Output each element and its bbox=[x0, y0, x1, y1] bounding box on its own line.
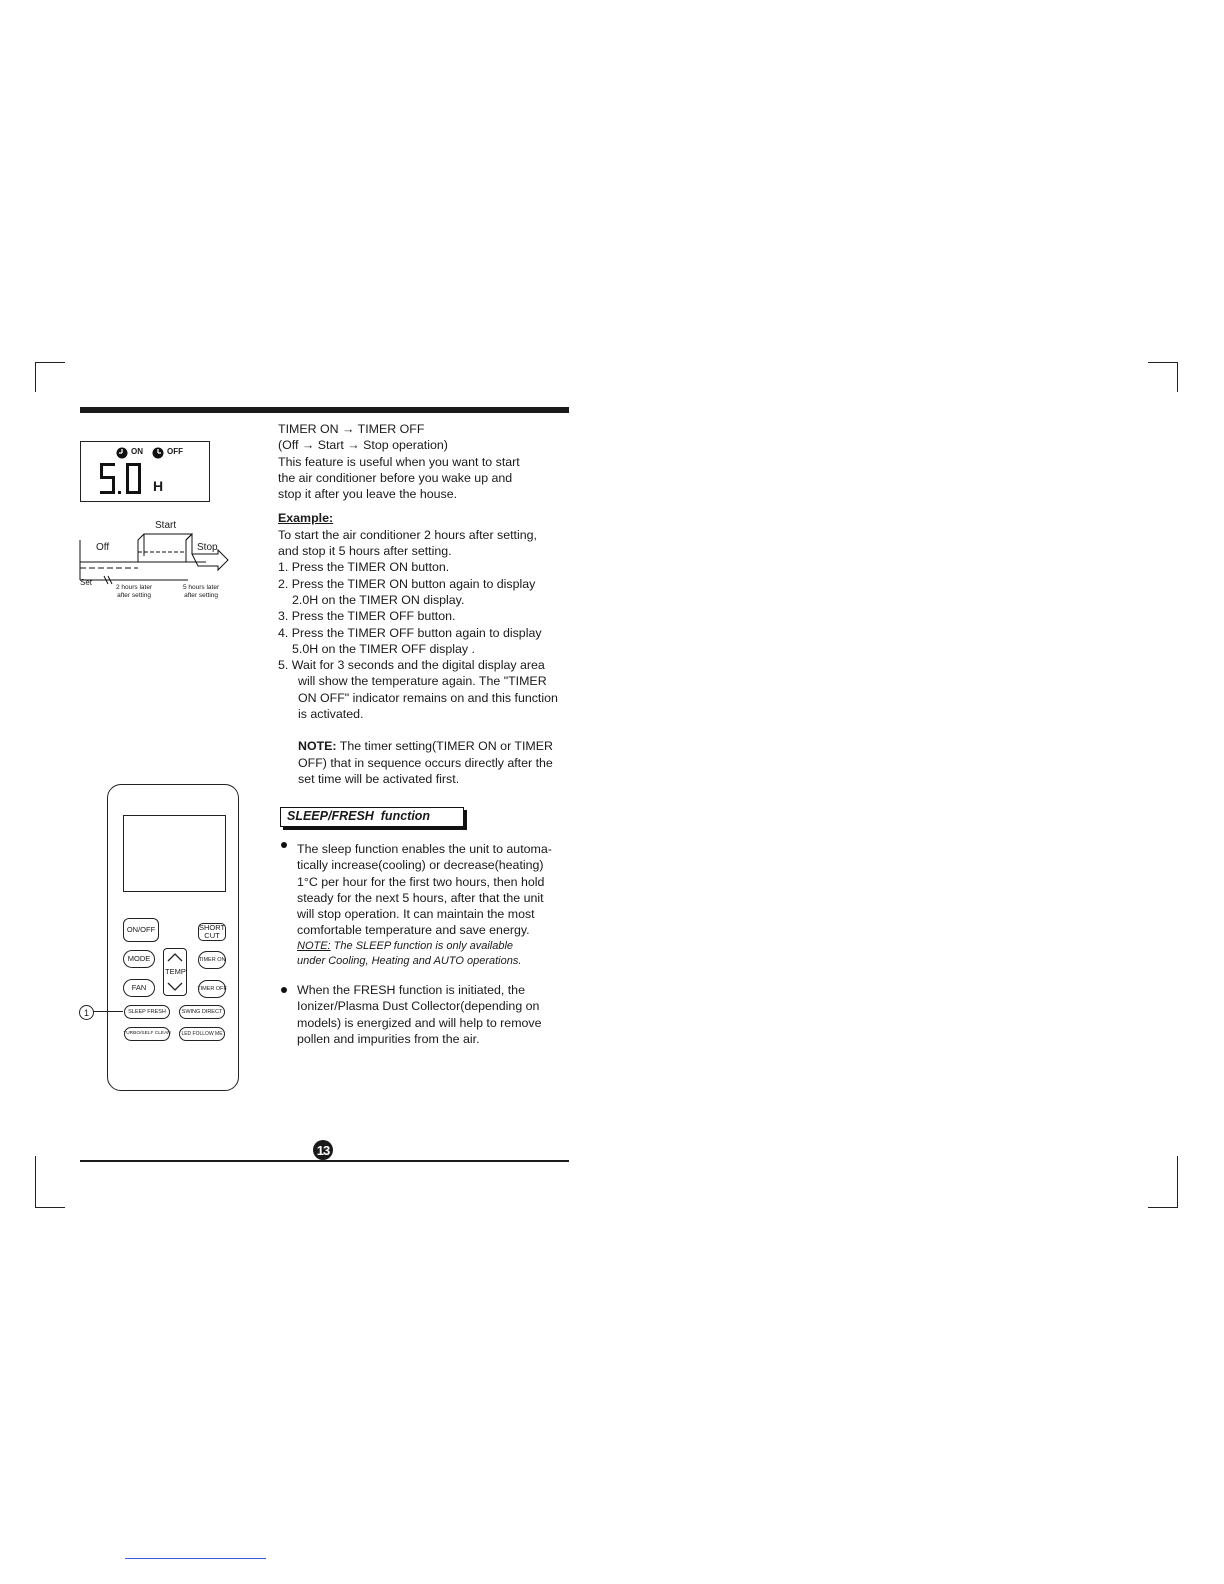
crop-mark-tl-v bbox=[35, 362, 36, 392]
sleep-bullet-line: tically increase(cooling) or decrease(heating) bbox=[297, 858, 544, 873]
fresh-bullet-line: When the FRESH function is initiated, the bbox=[297, 983, 525, 997]
footer-rule bbox=[80, 1160, 569, 1162]
mode-button[interactable]: MODE bbox=[123, 950, 155, 968]
timeline-two-hours-label bbox=[116, 584, 152, 599]
fan-button[interactable]: FAN bbox=[123, 979, 155, 997]
sleep-fresh-title-box bbox=[280, 807, 464, 827]
step-line: 1. Press the TIMER ON button. bbox=[278, 560, 450, 575]
timeline-stop-label: Stop bbox=[197, 542, 218, 553]
example-line: To start the air conditioner 2 hours after setting, bbox=[278, 527, 537, 542]
crop-mark-br-h bbox=[1148, 1207, 1178, 1208]
fresh-bullet bbox=[278, 982, 578, 1047]
timer-heading-line2: (Off → Start → Stop operation) bbox=[278, 438, 448, 453]
timer-heading-line1: TIMER ON → TIMER OFF bbox=[278, 422, 425, 436]
callout-circle bbox=[79, 1005, 94, 1020]
page-number: 13 bbox=[316, 1142, 330, 1158]
crop-mark-bl-h bbox=[35, 1207, 65, 1208]
bullet-icon bbox=[281, 842, 287, 848]
timeline-set-label: Set bbox=[80, 578, 93, 587]
crop-mark-br-v bbox=[1177, 1156, 1178, 1208]
chevron-down-icon bbox=[168, 983, 182, 990]
step-line: 5. Wait for 3 seconds and the digital display area bbox=[278, 658, 545, 673]
lcd-unit: H bbox=[153, 478, 164, 494]
sleep-fresh-title: SLEEP/FRESH function bbox=[287, 809, 431, 823]
crop-mark-bl-v bbox=[35, 1156, 36, 1208]
short-cut-button[interactable] bbox=[198, 923, 226, 941]
led-follow-me-button[interactable]: LED FOLLOW ME bbox=[179, 1027, 225, 1041]
timer-intro-line: the air conditioner before you wake up and bbox=[278, 470, 513, 485]
sleep-note bbox=[297, 939, 578, 954]
timeline-five-hours-line2: after setting bbox=[184, 591, 219, 599]
sleep-bullet-line: 1°C per hour for the first two hours, then hold bbox=[297, 874, 545, 889]
sleep-bullet-line: The sleep function enables the unit to automa- bbox=[297, 842, 552, 856]
timer-note bbox=[278, 738, 578, 754]
step-line: 2.0H on the TIMER ON display. bbox=[292, 592, 465, 607]
fresh-bullet-line: models) is energized and will help to remove bbox=[297, 1015, 542, 1030]
timeline-two-hours-line2: after setting bbox=[117, 591, 152, 599]
bottom-artifact-line bbox=[125, 1558, 266, 1559]
crop-mark-tr-v bbox=[1177, 362, 1178, 392]
sleep-note-line1: The SLEEP function is only available bbox=[330, 939, 514, 952]
remote-control bbox=[107, 784, 239, 1091]
lcd-digits bbox=[100, 463, 141, 494]
sleep-bullet-line: steady for the next 5 hours, after that the unit bbox=[297, 890, 544, 905]
timer-intro-line: This feature is useful when you want to start bbox=[278, 454, 520, 469]
lcd-off-label: OFF bbox=[167, 447, 183, 456]
remote-screen bbox=[123, 815, 226, 892]
step-line: 2. Press the TIMER ON button again to display bbox=[278, 576, 536, 591]
fresh-bullet-line: pollen and impurities from the air. bbox=[297, 1031, 480, 1046]
chevron-up-icon bbox=[168, 954, 182, 961]
short-cut-label-2: CUT bbox=[204, 931, 220, 940]
sleep-note-label: NOTE: bbox=[297, 939, 331, 952]
timeline-start-label: Start bbox=[155, 520, 177, 531]
crop-mark-tl-h bbox=[35, 362, 65, 363]
step-line: will show the temperature again. The "TIMER bbox=[298, 674, 547, 689]
lcd-display-graphic bbox=[81, 442, 209, 501]
lcd-display bbox=[80, 441, 210, 502]
turbo-self-clean-button[interactable]: TURBO/SELF CLEAN bbox=[124, 1027, 170, 1041]
swing-direct-button[interactable]: SWING DIRECT bbox=[179, 1005, 225, 1019]
bullet-icon bbox=[281, 987, 287, 993]
timeline-off-label: Off bbox=[96, 542, 110, 553]
timer-note-line3: set time will be activated first. bbox=[298, 771, 460, 786]
timer-intro-line: stop it after you leave the house. bbox=[278, 487, 458, 502]
timer-note-label: NOTE: bbox=[298, 739, 337, 754]
timeline-five-hours-label bbox=[183, 584, 219, 599]
temp-label: TEMP bbox=[165, 967, 186, 976]
sleep-note-line2: under Cooling, Heating and AUTO operations. bbox=[297, 954, 522, 967]
sleep-bullet bbox=[278, 841, 578, 969]
step-line: ON OFF" indicator remains on and this function bbox=[298, 690, 558, 705]
step-line: 3. Press the TIMER OFF button. bbox=[278, 609, 456, 624]
short-cut-label-1: SHORT bbox=[198, 923, 226, 932]
timer-note-line1: The timer setting(TIMER ON or TIMER bbox=[336, 739, 553, 754]
example-label: Example: bbox=[278, 511, 334, 526]
callout-line bbox=[93, 1011, 123, 1012]
timeline-two-hours-line1: 2 hours later bbox=[116, 584, 153, 591]
sleep-bullet-line: will stop operation. It can maintain the most bbox=[297, 907, 535, 922]
temp-rocker[interactable] bbox=[163, 948, 187, 996]
page-number-badge bbox=[313, 1140, 333, 1160]
timer-off-button[interactable]: TIMER OFF bbox=[198, 980, 226, 998]
fresh-bullet-line: Ionizer/Plasma Dust Collector(depending on bbox=[297, 999, 540, 1014]
example-line: and stop it 5 hours after setting. bbox=[278, 544, 452, 559]
timer-note-line2: OFF) that in sequence occurs directly after the bbox=[298, 755, 553, 770]
step-line: 5.0H on the TIMER OFF display . bbox=[292, 641, 475, 656]
timeline-diagram bbox=[78, 518, 238, 606]
sleep-bullet-line: comfortable temperature and save energy. bbox=[297, 923, 530, 938]
step-line: is activated. bbox=[298, 707, 364, 722]
callout-number: 1 bbox=[83, 1007, 89, 1018]
step-line: 4. Press the TIMER OFF button again to display bbox=[278, 625, 542, 640]
sleep-fresh-button[interactable]: SLEEP FRESH bbox=[124, 1005, 170, 1019]
on-off-button[interactable]: ON/OFF bbox=[123, 918, 159, 942]
lcd-on-label: ON bbox=[131, 447, 143, 456]
crop-mark-tr-h bbox=[1148, 362, 1178, 363]
header-rule bbox=[80, 407, 569, 413]
timer-on-button[interactable]: TIMER ON bbox=[198, 951, 226, 969]
timer-section bbox=[278, 421, 578, 787]
timeline-five-hours-line1: 5 hours later bbox=[183, 584, 220, 591]
